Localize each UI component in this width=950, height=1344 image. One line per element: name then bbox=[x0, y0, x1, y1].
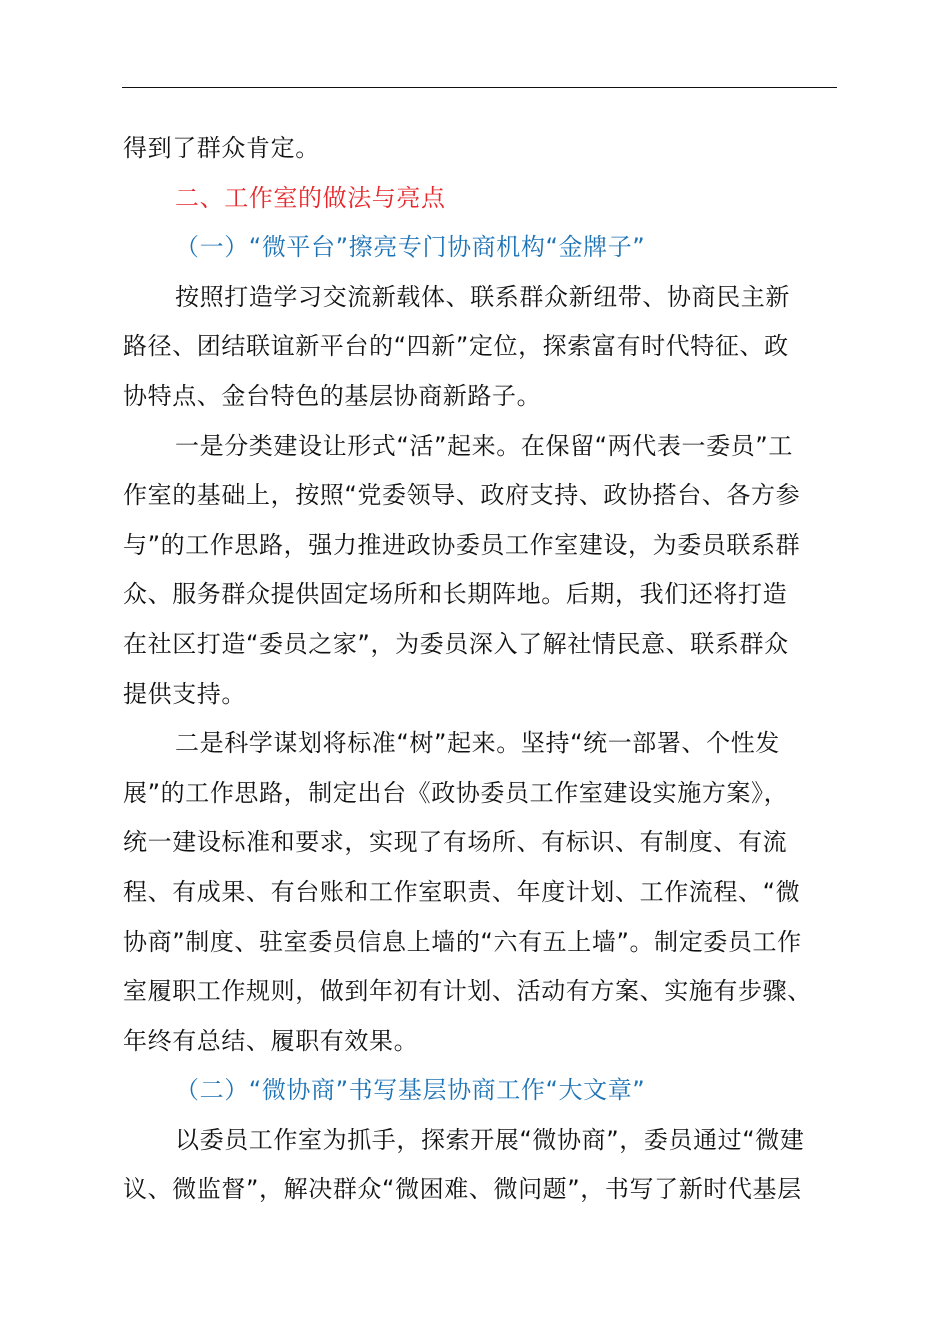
paragraph-line: 路径、团结联谊新平台的“四新”定位，探索富有时代特征、政 bbox=[123, 332, 789, 361]
paragraph-line: 按照打造学习交流新载体、联系群众新纽带、协商民主新 bbox=[175, 282, 790, 311]
paragraph-line: 得到了群众肯定。 bbox=[123, 134, 320, 162]
paragraph-line: 以委员工作室为抓手，探索开展“微协商”，委员通过“微建 bbox=[175, 1125, 805, 1154]
paragraph-line: 作室的基础上，按照“党委领导、政府支持、政协搭台、各方参 bbox=[123, 481, 801, 510]
paragraph-line: 二是科学谋划将标准“树”起来。坚持“统一部署、个性发 bbox=[175, 729, 780, 758]
subsection-heading: （一）“微平台”擦亮专门协商机构“金牌子” bbox=[175, 233, 646, 262]
paragraph-line: 在社区打造“委员之家”，为委员深入了解社情民意、联系群众 bbox=[123, 629, 789, 658]
section-heading: 二、工作室的做法与亮点 bbox=[175, 183, 446, 212]
paragraph-line: 一是分类建设让形式“活”起来。在保留“两代表一委员”工 bbox=[175, 431, 793, 460]
paragraph-line: 程、有成果、有台账和工作室职责、年度计划、工作流程、“微 bbox=[123, 877, 801, 906]
paragraph-line: 议、微监督”，解决群众“微困难、微问题”，书写了新时代基层 bbox=[123, 1175, 802, 1204]
paragraph-line: 协特点、金台特色的基层协商新路子。 bbox=[123, 381, 542, 410]
paragraph-line: 众、服务群众提供固定场所和长期阵地。后期，我们还将打造 bbox=[123, 580, 788, 609]
paragraph-line: 展”的工作思路，制定出台《政协委员工作室建设实施方案》， bbox=[123, 778, 789, 807]
paragraph-line: 与”的工作思路，强力推进政协委员工作室建设，为委员联系群 bbox=[123, 530, 801, 559]
document-body bbox=[123, 124, 837, 1215]
paragraph-line: 协商”制度、驻室委员信息上墙的“六有五上墙”。制定委员工作 bbox=[123, 927, 802, 956]
paragraph-line: 室履职工作规则，做到年初有计划、活动有方案、实施有步骤、 bbox=[123, 977, 812, 1006]
subsection-heading: （二）“微协商”书写基层协商工作“大文章” bbox=[175, 1076, 646, 1105]
paragraph-line: 提供支持。 bbox=[123, 679, 246, 708]
paragraph-line: 年终有总结、履职有效果。 bbox=[123, 1026, 419, 1055]
paragraph-line: 统一建设标准和要求，实现了有场所、有标识、有制度、有流 bbox=[123, 828, 788, 857]
header-rule bbox=[122, 87, 837, 88]
